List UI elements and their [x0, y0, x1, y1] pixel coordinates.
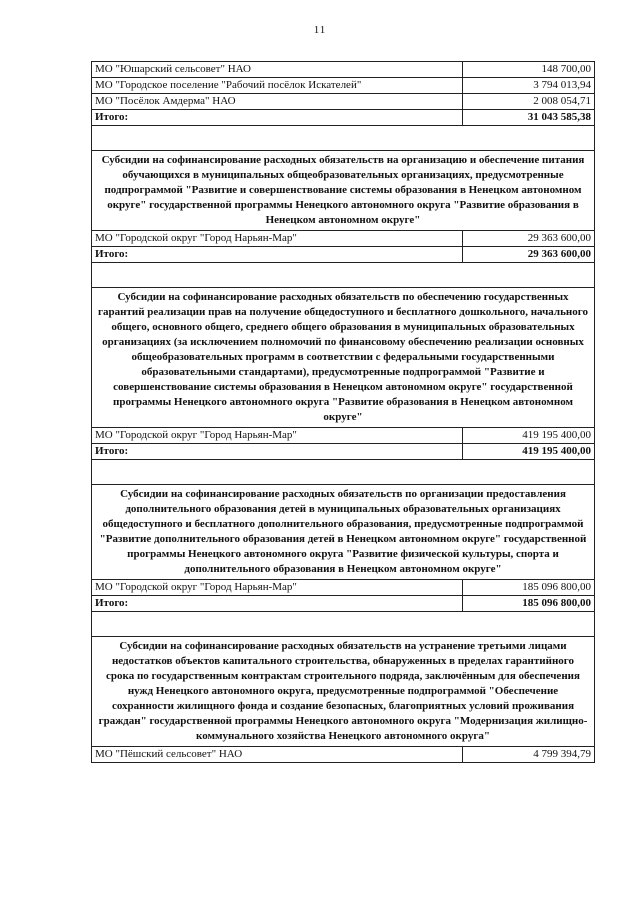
municipality-name: МО "Городской округ "Город Нарьян-Мар": [92, 580, 463, 595]
subsidy-table: [91, 61, 595, 763]
municipality-name: МО "Посёлок Амдерма" НАО: [92, 94, 463, 109]
total-row: [92, 444, 594, 460]
table-row: [92, 580, 594, 596]
section-title: Субсидии на софинансирование расходных обязательств на устранение третьими лицами недостатков объектов капитального строительства, обнаруженных в пределах гарантийного срока по государственным контрактам строительного подряда, заключённым для обеспечения нужд Ненецкого автономного округа, предусмотренные подпрограммой "Обеспечение сохранности жилищного фонда и создание безопасных, благоприятных условий проживания граждан" государственной программы Ненецкого автономного округа "Модернизация жилищно-коммунального хозяйства Ненецкого автономного округа": [92, 637, 594, 747]
municipality-name: МО "Городской округ "Город Нарьян-Мар": [92, 428, 463, 443]
table-row: [92, 78, 594, 94]
table-row: [92, 62, 594, 78]
section-title: Субсидии на софинансирование расходных обязательств по организации предоставления дополнительного образования детей в муниципальных образовательных организациях общедоступного и бесплатного дополнительного образования, предусмотренные подпрограммой "Развитие дополнительного образования детей в Ненецком автономном округе" государственной программы Ненецкого автономного округа "Развитие физической культуры, спорта и дополнительного образования в Ненецком автономном округе": [92, 485, 594, 580]
total-label: Итого:: [92, 596, 463, 611]
spacer-row: [92, 612, 594, 637]
amount: 3 794 013,94: [533, 79, 591, 91]
total-amount: 185 096 800,00: [522, 597, 591, 609]
amount: 4 799 394,79: [533, 748, 591, 760]
section-title: Субсидии на софинансирование расходных обязательств по обеспечению государственных гарантий реализации прав на получение общедоступного и бесплатного дошкольного, начального общего, основного общего, среднего общего образования в муниципальных образовательных организациях (за исключением полномочий по финансовому обеспечению реализации основных общеобразовательных программ в соответствии с федеральными государственными образовательными стандартами), предусмотренные подпрограммой "Развитие и совершенствование системы образования в Ненецком автономном округе" государственной программы Ненецкого автономного округа "Развитие образования в Ненецком автономном округе": [92, 288, 594, 428]
amount: 419 195 400,00: [522, 429, 591, 441]
total-label: Итого:: [92, 444, 463, 459]
amount: 29 363 600,00: [527, 232, 591, 244]
table-row: [92, 231, 594, 247]
total-row: [92, 110, 594, 126]
total-amount: 31 043 585,38: [527, 111, 591, 123]
table-row: [92, 747, 594, 763]
municipality-name: МО "Городской округ "Город Нарьян-Мар": [92, 231, 463, 246]
page-number: 11: [313, 24, 327, 36]
municipality-name: МО "Пёшский сельсовет" НАО: [92, 747, 463, 762]
spacer-row: [92, 126, 594, 151]
amount: 2 008 054,71: [533, 95, 591, 107]
section-title: Субсидии на софинансирование расходных обязательств на организацию и обеспечение питания обучающихся в муниципальных общеобразовательных организациях, предусмотренные подпрограммой "Развитие и совершенствование системы образования в Ненецком автономном округе" государственной программы Ненецкого автономного округа "Развитие образования в Ненецком автономном округе": [92, 151, 594, 231]
spacer-row: [92, 460, 594, 485]
spacer-row: [92, 263, 594, 288]
total-amount: 419 195 400,00: [522, 445, 591, 457]
table-row: [92, 94, 594, 110]
amount: 185 096 800,00: [522, 581, 591, 593]
total-row: [92, 247, 594, 263]
table-row: [92, 428, 594, 444]
total-row: [92, 596, 594, 612]
total-amount: 29 363 600,00: [527, 248, 591, 260]
total-label: Итого:: [92, 247, 463, 262]
municipality-name: МО "Городское поселение "Рабочий посёлок Искателей": [92, 78, 463, 93]
total-label: Итого:: [92, 110, 463, 125]
municipality-name: МО "Юшарский сельсовет" НАО: [92, 62, 463, 77]
amount: 148 700,00: [541, 63, 591, 75]
